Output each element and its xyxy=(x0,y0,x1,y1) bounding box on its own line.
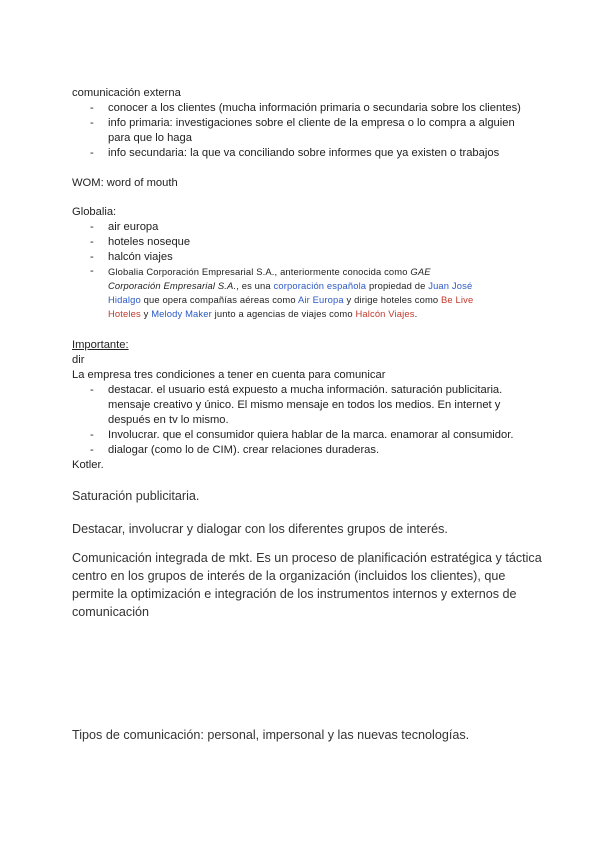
link-halcon-viajes: Halcón Viajes xyxy=(355,308,415,319)
heading-globalia: Globalia: xyxy=(72,206,117,218)
bullet-dash: - xyxy=(90,117,94,129)
cim-paragraph-line-1: Comunicación integrada de mkt. Es un proceso de planificación estratégica y táctica xyxy=(72,551,542,565)
globalia-description-line-3: Hidalgo que opera compañías aéreas como Air Europa y dirige hoteles como Be Live xyxy=(108,294,474,305)
bullet-dash: - xyxy=(90,265,94,277)
cim-paragraph-line-2: centro en los grupos de interés de la organización (incluidos los clientes), que xyxy=(72,569,506,583)
list-item: air europa xyxy=(108,221,159,233)
saturacion-paragraph: Saturación publicitaria. xyxy=(72,489,200,503)
list-item: hoteles noseque xyxy=(108,236,191,248)
dir-text: dir xyxy=(72,354,85,366)
globalia-description-line-2: Corporación Empresarial S.A., es una corporación española propiedad de Juan José xyxy=(108,280,473,291)
bullet-dash: - xyxy=(90,102,94,114)
bullet-dash: - xyxy=(90,147,94,159)
cim-paragraph-line-3: permite la optimización e integración de los instrumentos internos y externos de xyxy=(72,587,517,601)
bullet-dash: - xyxy=(90,444,94,456)
link-juan-jose: Juan José xyxy=(428,280,473,291)
kotler-text: Kotler. xyxy=(72,459,104,471)
link-air-europa: Air Europa xyxy=(297,294,344,305)
list-item: dialogar (como lo de CIM). crear relaciones duraderas. xyxy=(108,444,380,456)
cim-paragraph-line-4: comunicación xyxy=(72,605,150,619)
bullet-dash: - xyxy=(90,251,94,263)
link-melody-maker: Melody Maker xyxy=(151,308,212,319)
list-item: conocer a los clientes (mucha información primaria o secundaria sobre los clientes) xyxy=(108,102,521,114)
link-hoteles: Hoteles xyxy=(108,308,141,319)
link-hidalgo: Hidalgo xyxy=(108,294,141,305)
destacar-paragraph: Destacar, involucrar y dialogar con los diferentes grupos de interés. xyxy=(72,522,448,536)
list-item: Involucrar. que el consumidor quiera hablar de la marca. enamorar al consumidor. xyxy=(108,429,514,441)
list-item: info primaria: investigaciones sobre el cliente de la empresa o lo compra a alguien xyxy=(108,117,515,129)
bullet-dash: - xyxy=(90,221,94,233)
list-item: info secundaria: la que va conciliando sobre informes que ya existen o trabajos xyxy=(108,147,500,159)
intro-text: La empresa tres condiciones a tener en cuenta para comunicar xyxy=(72,369,386,381)
bullet-dash: - xyxy=(90,236,94,248)
tipos-paragraph: Tipos de comunicación: personal, impersonal y las nuevas tecnologías. xyxy=(72,728,470,742)
heading-comunicacion-externa: comunicación externa xyxy=(72,87,181,99)
list-item: destacar. el usuario está expuesto a mucha información. saturación publicitaria. xyxy=(108,384,503,396)
globalia-description-line-1: Globalia Corporación Empresarial S.A., anteriormente conocida como GAE xyxy=(108,266,431,277)
link-corporacion: corporación española xyxy=(273,280,367,291)
wom-line: WOM: word of mouth xyxy=(72,177,178,189)
heading-importante: Importante: xyxy=(72,339,129,351)
list-item: halcón viajes xyxy=(108,251,173,263)
globalia-description-line-4: Hoteles y Melody Maker junto a agencias de viajes como Halcón Viajes. xyxy=(108,308,418,319)
list-item-continuation: después en tv lo mismo. xyxy=(108,414,229,426)
list-item-continuation: mensaje creativo y único. El mismo mensaje en todos los medios. En internet y xyxy=(108,399,501,411)
bullet-dash: - xyxy=(90,429,94,441)
link-be-live: Be Live xyxy=(441,294,474,305)
bullet-dash: - xyxy=(90,384,94,396)
list-item-continuation: para que lo haga xyxy=(108,132,192,144)
